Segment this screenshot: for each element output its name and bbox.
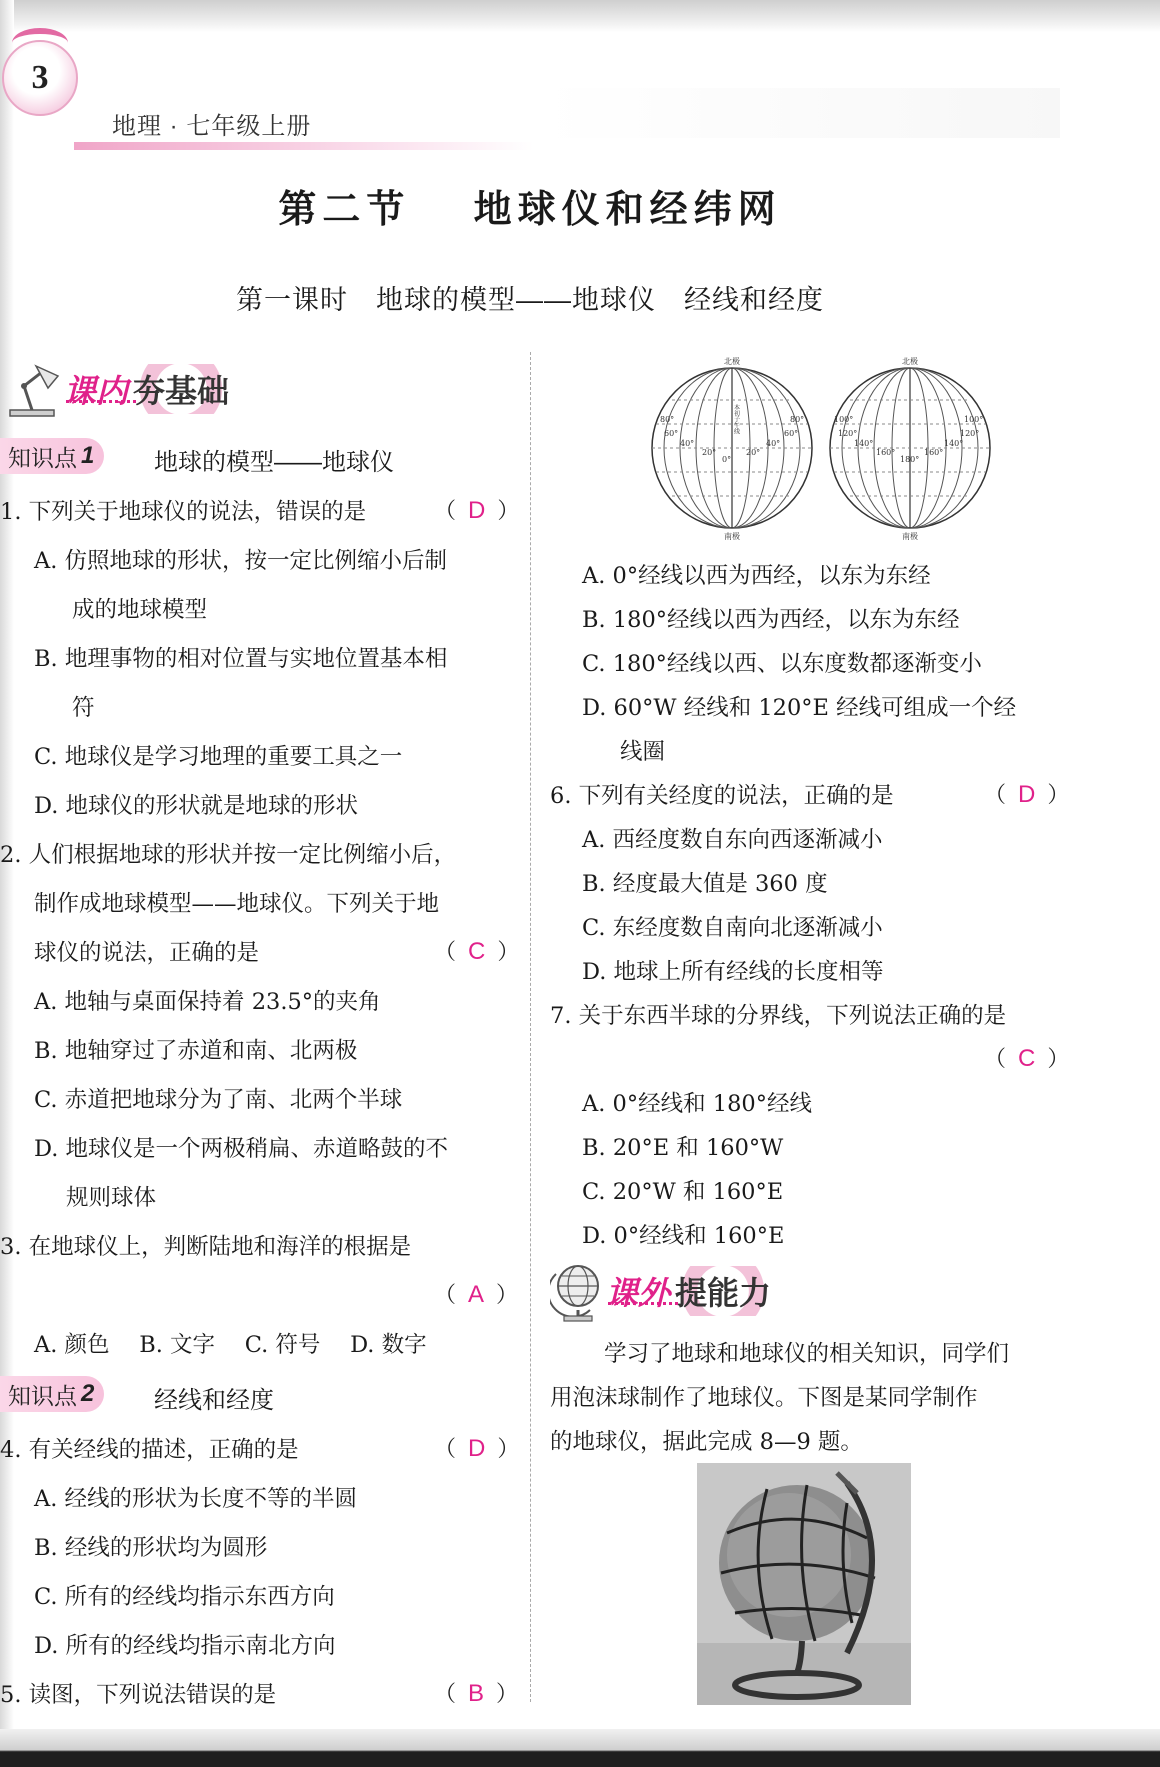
- banner-in-class-part2: 夯基础: [130, 364, 232, 414]
- q1-answer-letter: D: [468, 497, 486, 524]
- q1-option-b-cont: 符: [72, 695, 95, 721]
- q6-option-a: A. 西经度数自东向西逐渐减小: [582, 827, 883, 853]
- q6-answer-letter: D: [1018, 781, 1036, 808]
- q2-answer: [434, 935, 519, 966]
- right-label-8: 100°: [964, 415, 984, 424]
- paren-close: ）: [497, 1436, 520, 1461]
- banner-dots: [66, 400, 136, 403]
- q2-stem-1: 2. 人们根据地球的形状并按一定比例缩小后，: [0, 842, 457, 868]
- paren-close: ）: [1047, 782, 1070, 807]
- handmade-globe-image: [697, 1463, 911, 1705]
- paren-open: （: [434, 1282, 457, 1307]
- q4-answer-letter: D: [468, 1435, 486, 1462]
- kp-badge-label: 知识点: [8, 444, 77, 471]
- q7-option-d: D. 0°经线和 160°E: [582, 1223, 785, 1249]
- lamp-icon: [2, 358, 64, 420]
- banner-extra: [550, 1260, 774, 1322]
- q6-stem: 6. 下列有关经度的说法，正确的是: [550, 783, 894, 809]
- q1-option-a: A. 仿照地球的形状，按一定比例缩小后制: [34, 548, 448, 574]
- extra-paragraph-line-3: 的地球仪，据此完成 8—9 题。: [550, 1429, 863, 1455]
- q5-option-b: B. 180°经线以西为西经，以东为东经: [582, 607, 960, 633]
- kp-badge-number: 2: [81, 1380, 95, 1407]
- right-label-0: 100°: [834, 415, 854, 424]
- paren-open: （: [434, 1681, 457, 1706]
- right-label-3: 160°: [876, 448, 896, 457]
- globe-diagram: [650, 352, 1000, 542]
- q4-option-a: A. 经线的形状为长度不等的半圆: [34, 1486, 358, 1512]
- q4-option-d: D. 所有的经线均指示南北方向: [34, 1633, 336, 1659]
- knowledge-point-badge-1: [0, 438, 104, 474]
- q7-option-b: B. 20°E 和 160°W: [582, 1135, 784, 1161]
- q7-option-c: C. 20°W 和 160°E: [582, 1179, 784, 1205]
- left-label-1: 60°: [664, 429, 679, 438]
- q1-option-a-cont: 成的地球模型: [72, 597, 208, 623]
- paren-open: （: [984, 782, 1007, 807]
- q6-option-c: C. 东经度数自南向北逐渐减小: [582, 915, 883, 941]
- left-globe-north: 北极: [724, 357, 740, 366]
- q7-answer: [984, 1042, 1069, 1073]
- lesson-title: 第一课时 地球的模型——地球仪 经线和经度: [236, 285, 824, 315]
- paren-close: ）: [1047, 1046, 1070, 1071]
- left-label-3: 20°: [702, 448, 717, 457]
- eastern-hemisphere-globe: [830, 356, 990, 541]
- right-label-7: 120°: [960, 429, 980, 438]
- kp-badge-label: 知识点: [8, 1382, 77, 1409]
- handmade-globe-photo: [697, 1463, 911, 1705]
- q5-option-c: C. 180°经线以西、以东度数都逐渐变小: [582, 651, 982, 677]
- q4-answer: [434, 1432, 519, 1463]
- q2-stem-2: 制作成地球模型——地球仪。下列关于地: [34, 891, 440, 917]
- left-label-2: 40°: [680, 439, 695, 448]
- right-globe-north: 北极: [902, 357, 918, 366]
- q1-option-d: D. 地球仪的形状就是地球的形状: [34, 793, 359, 819]
- paren-open: （: [434, 498, 457, 523]
- q2-stem-3: 球仪的说法，正确的是: [34, 940, 260, 966]
- right-label-2: 140°: [854, 439, 874, 448]
- globe-icon: [550, 1260, 606, 1322]
- q4-option-c: C. 所有的经线均指示东西方向: [34, 1584, 335, 1610]
- q3-options: A. 颜色 B. 文字 C. 符号 D. 数字: [34, 1332, 427, 1358]
- kp-badge-number: 1: [81, 442, 95, 469]
- q5-option-d-cont: 线圈: [620, 739, 666, 765]
- extra-paragraph-line-2: 用泡沫球制作了地球仪。下图是某同学制作: [550, 1385, 978, 1411]
- knowledge-point-title-2: 经线和经度: [154, 1387, 274, 1414]
- left-label-0: 80°: [660, 415, 675, 424]
- section-title: 第二节 地球仪和经纬网: [278, 186, 782, 231]
- banner-in-class: [2, 358, 232, 420]
- right-label-1: 120°: [838, 429, 858, 438]
- knowledge-point-badge-2: [0, 1376, 104, 1412]
- page-top-edge: [0, 0, 1160, 32]
- right-label-6: 140°: [944, 439, 964, 448]
- q5-answer: [434, 1677, 518, 1708]
- paren-close: ）: [496, 1681, 519, 1706]
- paren-close: ）: [497, 498, 520, 523]
- paren-close: ）: [497, 939, 520, 964]
- q2-option-c: C. 赤道把地球分为了南、北两个半球: [34, 1087, 403, 1113]
- left-label-6: 40°: [766, 439, 781, 448]
- left-label-8: 80°: [790, 415, 805, 424]
- q3-stem: 3. 在地球仪上，判断陆地和海洋的根据是: [0, 1234, 412, 1260]
- paren-open: （: [434, 1436, 457, 1461]
- western-hemisphere-globe: [652, 356, 812, 541]
- q4-option-b: B. 经线的形状均为圆形: [34, 1535, 268, 1561]
- paren-close: ）: [496, 1282, 519, 1307]
- page-number: 3: [2, 40, 78, 116]
- q4-stem: 4. 有关经线的描述，正确的是: [0, 1437, 299, 1463]
- q1-stem: 1. 下列关于地球仪的说法，错误的是: [0, 499, 367, 525]
- banner-in-class-part1: 课内: [64, 373, 129, 409]
- right-globe-south: 南极: [902, 532, 918, 541]
- left-globe-south: 南极: [724, 532, 740, 541]
- q6-option-d: D. 地球上所有经线的长度相等: [582, 959, 884, 985]
- left-label-4: 0°: [722, 455, 732, 464]
- q5-option-d: D. 60°W 经线和 120°E 经线可组成一个经: [582, 695, 1017, 721]
- page-left-shadow: [0, 0, 14, 1767]
- q2-option-d-cont: 规则球体: [66, 1185, 157, 1211]
- header-underline: [74, 142, 534, 150]
- q1-option-b: B. 地理事物的相对位置与实地位置基本相: [34, 646, 448, 672]
- knowledge-point-title-1: 地球的模型——地球仪: [154, 449, 394, 476]
- header-shade: [540, 88, 1060, 138]
- banner-dots: [608, 1302, 678, 1305]
- q2-option-a: A. 地轴与桌面保持着 23.5°的夹角: [34, 989, 381, 1015]
- q1-option-c: C. 地球仪是学习地理的重要工具之一: [34, 744, 403, 770]
- q6-answer: [984, 778, 1069, 809]
- q7-option-a: A. 0°经线和 180°经线: [582, 1091, 812, 1117]
- q3-answer: [434, 1278, 518, 1309]
- q6-option-b: B. 经度最大值是 360 度: [582, 871, 828, 897]
- q2-option-b: B. 地轴穿过了赤道和南、北两极: [34, 1038, 358, 1064]
- column-divider: [530, 352, 531, 1702]
- paren-open: （: [984, 1046, 1007, 1071]
- meridian-globe-figure: [650, 352, 1000, 546]
- q7-stem: 7. 关于东西半球的分界线，下列说法正确的是: [550, 1003, 1007, 1029]
- book-title: 地理 · 七年级上册: [112, 113, 312, 140]
- extra-paragraph-line-1: 学习了地球和地球仪的相关知识，同学们: [604, 1341, 1010, 1367]
- q2-option-d: D. 地球仪是一个两极稍扁、赤道略鼓的不: [34, 1136, 449, 1162]
- q5-stem: 5. 读图，下列说法错误的是: [0, 1682, 277, 1708]
- paren-open: （: [434, 939, 457, 964]
- page-bottom-edge: [0, 1729, 1160, 1767]
- prime-meridian-label: 本初子午线: [732, 404, 740, 434]
- left-label-5: 20°: [746, 448, 761, 457]
- right-label-5: 160°: [924, 448, 944, 457]
- q1-answer: [434, 494, 519, 525]
- banner-extra-part2: 提能力: [672, 1266, 774, 1316]
- q7-answer-letter: C: [1018, 1045, 1036, 1072]
- q2-answer-letter: C: [468, 938, 486, 965]
- q5-option-a: A. 0°经线以西为西经，以东为东经: [582, 563, 931, 589]
- q3-answer-letter: A: [468, 1281, 485, 1308]
- left-label-7: 60°: [784, 429, 799, 438]
- q5-answer-letter: B: [468, 1680, 485, 1707]
- right-label-4: 180°: [900, 455, 920, 464]
- banner-extra-part1: 课外: [606, 1275, 671, 1311]
